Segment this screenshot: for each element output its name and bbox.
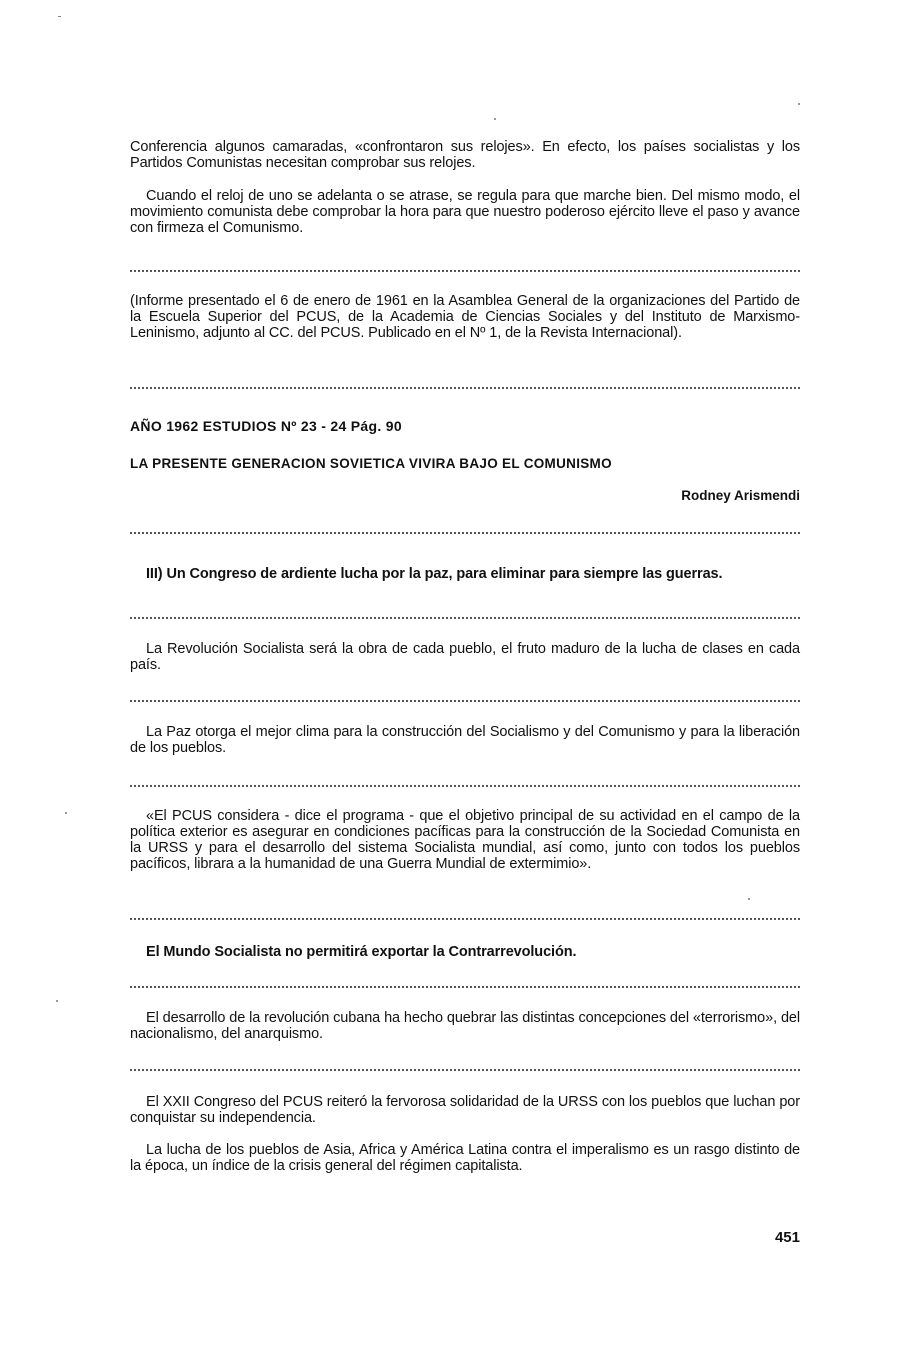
scan-speck xyxy=(748,898,750,900)
paragraph-paz: La Paz otorga el mejor clima para la construcción del Socialismo y del Comunismo y para la liberación de los pueblos. xyxy=(130,724,800,756)
issue-heading: AÑO 1962 ESTUDIOS Nº 23 - 24 Pág. 90 xyxy=(130,418,402,434)
paragraph-xxii-congreso: El XXII Congreso del PCUS reiteró la fervorosa solidaridad de la URSS con los pueblos que luchan por conquistar su independencia. xyxy=(130,1094,800,1126)
dotted-separator xyxy=(130,700,800,702)
dotted-separator xyxy=(130,532,800,534)
paragraph-informe: (Informe presentado el 6 de enero de 1961 en la Asamblea General de la organizaciones del Partido de la Escuela Superior del PCUS, de la Academia de Ciencias Sociales y del Instituto de Marxismo-Leninismo, adjunto al CC. del PCUS. Publicado en el Nº 1, de la Revista Internacional). xyxy=(130,293,800,341)
scan-speck xyxy=(58,16,61,17)
scan-speck xyxy=(65,812,67,814)
author-name: Rodney Arismendi xyxy=(681,488,800,503)
dotted-separator xyxy=(130,785,800,787)
scan-speck xyxy=(798,103,800,105)
paragraph-relojes: Conferencia algunos camaradas, «confrontaron sus relojes». En efecto, los países socialistas y los Partidos Comunistas necesitan comprobar sus relojes. xyxy=(130,139,800,171)
section-heading-congreso: III) Un Congreso de ardiente lucha por la paz, para eliminar para siempre las guerras. xyxy=(146,566,723,582)
scan-speck xyxy=(56,1000,58,1002)
paragraph-lucha-pueblos: La lucha de los pueblos de Asia, Africa y América Latina contra el imperalismo es un rasgo distinto de la época, un índice de la crisis general del régimen capitalista. xyxy=(130,1142,800,1174)
dotted-separator xyxy=(130,387,800,389)
paragraph-reloj-adelanta: Cuando el reloj de uno se adelanta o se atrase, se regula para que marche bien. Del mismo modo, el movimiento comunista debe comprobar la hora para que nuestro poderoso ejército lleve el paso y avance con firmeza el Comunismo. xyxy=(130,188,800,236)
dotted-separator xyxy=(130,617,800,619)
article-title: LA PRESENTE GENERACION SOVIETICA VIVIRA BAJO EL COMUNISMO xyxy=(130,456,612,471)
dotted-separator xyxy=(130,270,800,272)
dotted-separator xyxy=(130,986,800,988)
section-heading-mundo-socialista: El Mundo Socialista no permitirá exportar la Contrarrevolución. xyxy=(146,944,577,960)
page-number: 451 xyxy=(774,1229,800,1246)
dotted-separator xyxy=(130,918,800,920)
paragraph-pcus-programa: «El PCUS considera - dice el programa - que el objetivo principal de su actividad en el campo de la política exterior es asegurar en condiciones pacíficas para la construcción de la Sociedad Comunista en la URSS y para el desarrollo del sistema Socialista mundial, así como, junto con todos los pueblos pacíficos, librara a la humanidad de una Guerra Mundial de extermimio». xyxy=(130,808,800,872)
dotted-separator xyxy=(130,1069,800,1071)
paragraph-revolucion: La Revolución Socialista será la obra de cada pueblo, el fruto maduro de la lucha de clases en cada país. xyxy=(130,641,800,673)
scan-speck xyxy=(494,118,496,120)
paragraph-revolucion-cubana: El desarrollo de la revolución cubana ha hecho quebrar las distintas concepciones del «terrorismo», del nacionalismo, del anarquismo. xyxy=(130,1010,800,1042)
